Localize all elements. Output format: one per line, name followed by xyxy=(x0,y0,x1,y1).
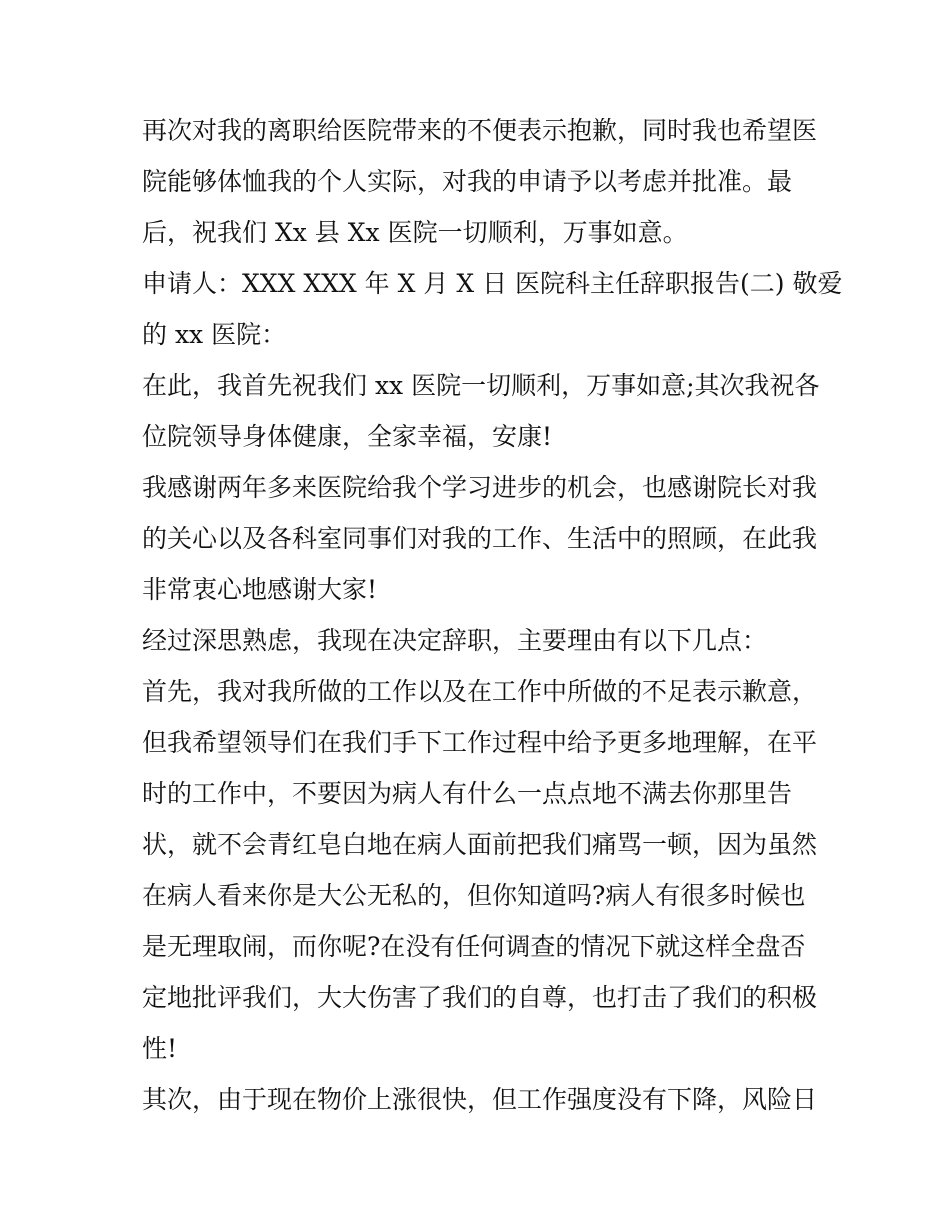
text-line: 在病人看来你是大公无私的，但你知道吗?病人有很多时候也 xyxy=(142,881,806,910)
text-line: 性! xyxy=(142,1034,178,1063)
text-line: 后，祝我们 Xx 县 Xx 医院一切顺利，万事如意。 xyxy=(142,218,688,247)
text-line: 的 xx 医院： xyxy=(142,320,287,349)
text-line: 定地批评我们，大大伤害了我们的自尊，也打击了我们的积极 xyxy=(142,983,818,1012)
text-line: 经过深思熟虑，我现在决定辞职，主要理由有以下几点： xyxy=(142,626,768,655)
text-line: 时的工作中，不要因为病人有什么一点点地不满去你那里告 xyxy=(142,779,793,808)
document-body xyxy=(142,105,843,1125)
text-line: 我感谢两年多来医院给我个学习进步的机会，也感谢院长对我 xyxy=(142,473,818,502)
text-line: 申请人：XXX XXX 年 X 月 X 日 医院科主任辞职报告(二) 敬爱 xyxy=(142,269,843,298)
text-line: 首先，我对我所做的工作以及在工作中所做的不足表示歉意， xyxy=(142,677,818,706)
text-line: 再次对我的离职给医院带来的不便表示抱歉，同时我也希望医 xyxy=(142,116,818,145)
text-line: 其次，由于现在物价上涨很快，但工作强度没有下降，风险日 xyxy=(142,1085,818,1114)
text-line: 位院领导身体健康，全家幸福，安康! xyxy=(142,422,553,451)
text-line: 院能够体恤我的个人实际，对我的申请予以考虑并批准。最 xyxy=(142,167,793,196)
text-line: 非常衷心地感谢大家! xyxy=(142,575,378,604)
text-line: 是无理取闹，而你呢?在没有任何调查的情况下就这样全盘否 xyxy=(142,932,806,961)
text-line: 的关心以及各科室同事们对我的工作、生活中的照顾，在此我 xyxy=(142,524,818,553)
text-line: 但我希望领导们在我们手下工作过程中给予更多地理解，在平 xyxy=(142,728,818,757)
text-line: 在此，我首先祝我们 xx 医院一切顺利，万事如意;其次我祝各 xyxy=(142,371,820,400)
text-line: 状，就不会青红皂白地在病人面前把我们痛骂一顿，因为虽然 xyxy=(142,830,818,859)
